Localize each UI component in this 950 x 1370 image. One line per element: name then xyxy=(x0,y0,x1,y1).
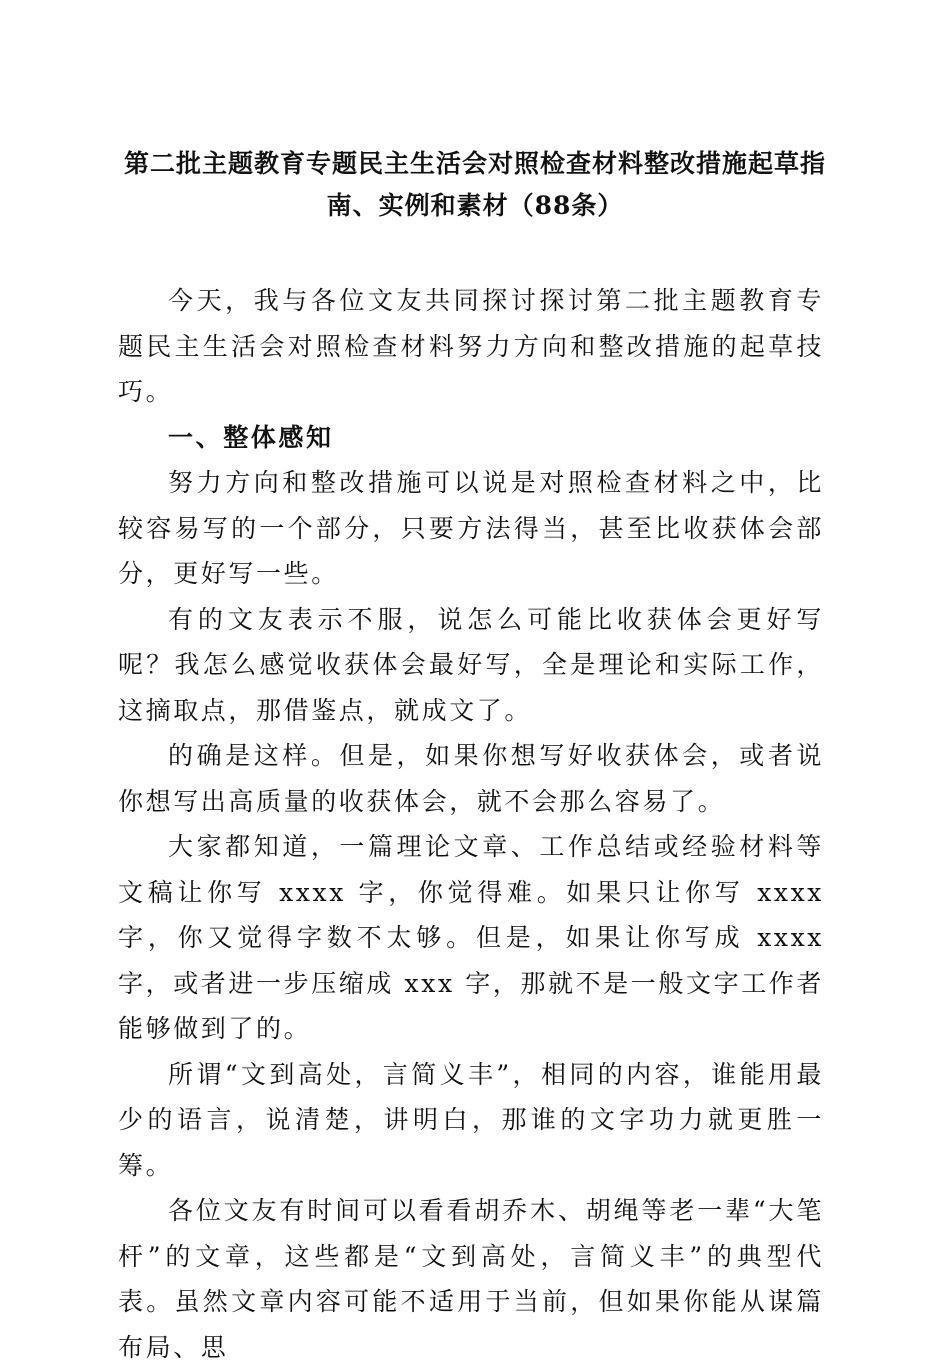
body-paragraph: 各位文友有时间可以看看胡乔木、胡绳等老一辈“大笔杆”的文章，这些都是“文到高处，言简义丰”的典型代表。虽然文章内容可能不适用于当前，但如果你能从谋篇布局、思 xyxy=(118,1196,824,1362)
body-paragraph: 的确是这样。但是，如果你想写好收获体会，或者说你想写出高质量的收获体会，就不会那么容易了。 xyxy=(118,741,824,816)
body-paragraph: 有的文友表示不服，说怎么可能比收获体会更好写呢？我怎么感觉收获体会最好写，全是理论和实际工作，这摘取点，那借鉴点，就成文了。 xyxy=(118,604,824,725)
intro-paragraph: 今天，我与各位文友共同探讨探讨第二批主题教育专题民主生活会对照检查材料努力方向和整改措施的起草技巧。 xyxy=(118,286,824,406)
document-body xyxy=(118,278,824,1370)
body-paragraph: 所谓“文到高处，言简义丰”，相同的内容，谁能用最少的语言，说清楚，讲明白，那谁的文字功力就更胜一筹。 xyxy=(118,1059,824,1180)
body-paragraph: 努力方向和整改措施可以说是对照检查材料之中，比较容易写的一个部分，只要方法得当，甚至比收获体会部分，更好写一些。 xyxy=(118,468,824,588)
body-paragraph: 大家都知道，一篇理论文章、工作总结或经验材料等文稿让你写 xxxx 字，你觉得难。如果只让你写 xxxx 字，你又觉得字数不太够。但是，如果让你写成 xxxx 字，或者进一步压缩成 xxx 字，那就不是一般文字工作者能够做到了的。 xyxy=(118,832,824,1043)
section-heading: 一、整体感知 xyxy=(168,422,334,452)
document-title: 第二批主题教育专题民主生活会对照检查材料整改措施起草指南、实例和素材（88条） xyxy=(123,149,826,220)
